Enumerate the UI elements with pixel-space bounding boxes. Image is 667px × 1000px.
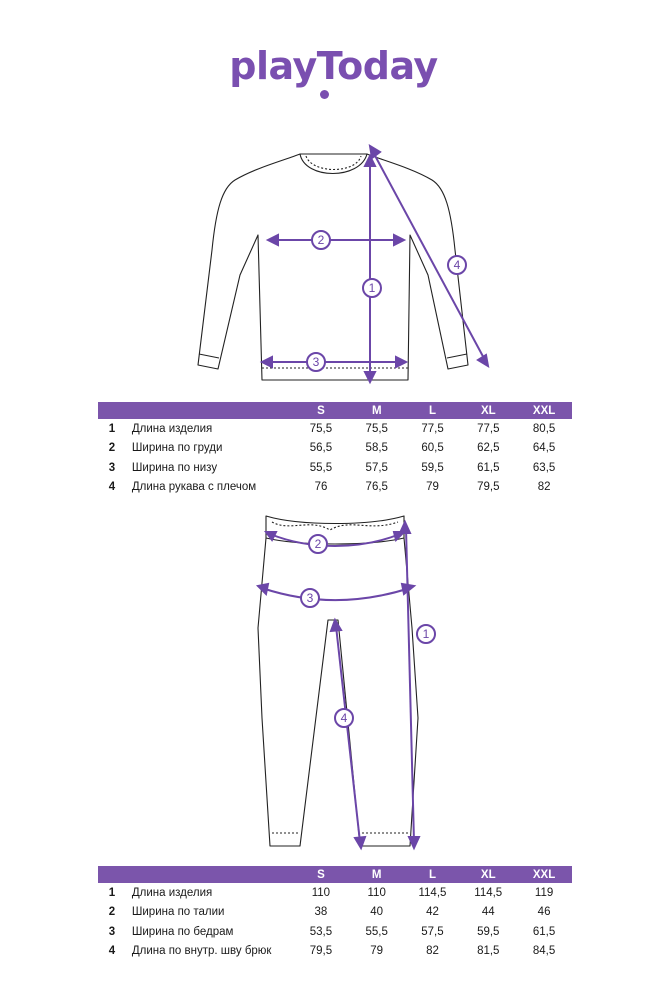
cell-value: 57,5	[365, 461, 388, 474]
size-header-m: M	[349, 866, 405, 883]
cell-value: 75,5	[365, 422, 388, 435]
table-row	[98, 458, 572, 478]
row-label: Ширина по бедрам	[131, 925, 234, 938]
table-header-row	[98, 866, 572, 883]
size-header-m: M	[349, 402, 405, 419]
cell-value: 42	[426, 906, 439, 919]
row-label: Длина по внутр. шву брюк	[131, 945, 272, 958]
cell-value: 40	[370, 906, 384, 919]
cell-value: 77,5	[477, 422, 500, 435]
cell-value: 58,5	[365, 442, 388, 455]
size-header-xxl: XXL	[516, 402, 572, 419]
logo-text: playToday	[229, 44, 438, 88]
row-number: 2	[108, 442, 116, 455]
row-label: Ширина по груди	[131, 442, 223, 455]
shirt-marker-3: 3	[312, 355, 320, 369]
table-row	[98, 922, 572, 942]
cell-value: 61,5	[532, 925, 556, 938]
shirt-marker-2: 2	[317, 233, 325, 247]
pants-marker-2: 2	[314, 537, 322, 551]
size-header-xl: XL	[460, 866, 516, 883]
shirt-size-table	[98, 402, 572, 497]
row-number: 2	[108, 906, 116, 919]
table-row	[98, 419, 572, 439]
table-row	[98, 478, 572, 498]
cell-value: 38	[314, 906, 328, 919]
cell-value: 59,5	[421, 461, 444, 474]
cell-value: 82	[537, 481, 551, 494]
cell-value: 114,5	[418, 886, 447, 899]
cell-value: 76	[314, 481, 328, 494]
row-number: 1	[108, 886, 116, 899]
header-blank	[126, 866, 293, 883]
cell-value: 81,5	[477, 945, 500, 958]
cell-value: 62,5	[477, 442, 500, 455]
pants-marker-4: 4	[340, 711, 348, 725]
cell-value: 79	[426, 481, 439, 494]
brand-logo	[0, 44, 667, 88]
shirt-marker-4: 4	[453, 258, 461, 272]
size-header-s: S	[293, 866, 349, 883]
cell-value: 46	[537, 906, 551, 919]
table-row	[98, 903, 572, 923]
cell-value: 79	[370, 945, 384, 958]
cell-value: 60,5	[421, 442, 444, 455]
cell-value: 63,5	[532, 461, 556, 474]
row-number: 3	[108, 461, 116, 474]
cell-value: 76,5	[365, 481, 388, 494]
header-blank	[126, 402, 293, 419]
cell-value: 84,5	[532, 945, 556, 958]
pants-marker-3: 3	[306, 591, 314, 605]
header-blank	[98, 866, 126, 883]
cell-value: 80,5	[532, 422, 556, 435]
cell-value: 53,5	[309, 925, 333, 938]
header-blank	[98, 402, 126, 419]
cell-value: 44	[481, 906, 495, 919]
cell-value: 110	[311, 886, 331, 899]
row-label: Длина изделия	[131, 422, 213, 435]
logo-dot	[320, 90, 329, 99]
cell-value: 77,5	[421, 422, 444, 435]
cell-value: 79,5	[477, 481, 500, 494]
table-header-row	[98, 402, 572, 419]
row-label: Ширина по низу	[131, 461, 218, 474]
size-header-s: S	[293, 402, 349, 419]
cell-value: 82	[426, 945, 439, 958]
pants-diagram	[0, 508, 667, 853]
cell-value: 55,5	[365, 925, 388, 938]
shirt-marker-1: 1	[368, 281, 376, 295]
size-header-xl: XL	[460, 402, 516, 419]
table-row	[98, 942, 572, 962]
row-number: 3	[108, 925, 116, 938]
pants-size-table	[98, 866, 572, 961]
row-number: 1	[108, 422, 116, 435]
row-label: Длина изделия	[131, 886, 213, 899]
pants-marker-1: 1	[422, 627, 430, 641]
cell-value: 57,5	[421, 925, 444, 938]
cell-value: 75,5	[309, 422, 333, 435]
cell-value: 56,5	[309, 442, 333, 455]
cell-value: 61,5	[477, 461, 500, 474]
row-label: Длина рукава с плечом	[131, 481, 257, 494]
size-header-xxl: XXL	[516, 866, 572, 883]
table-row	[98, 439, 572, 459]
cell-value: 119	[534, 886, 554, 899]
shirt-diagram	[0, 140, 667, 390]
cell-value: 79,5	[309, 945, 333, 958]
cell-value: 55,5	[309, 461, 333, 474]
size-header-l: L	[405, 866, 461, 883]
cell-value: 110	[367, 886, 386, 899]
table-row	[98, 883, 572, 903]
cell-value: 64,5	[532, 442, 556, 455]
cell-value: 114,5	[474, 886, 503, 899]
size-header-l: L	[405, 402, 461, 419]
cell-value: 59,5	[477, 925, 500, 938]
row-label: Ширина по талии	[131, 906, 225, 919]
row-number: 4	[108, 481, 116, 494]
row-number: 4	[108, 945, 116, 958]
